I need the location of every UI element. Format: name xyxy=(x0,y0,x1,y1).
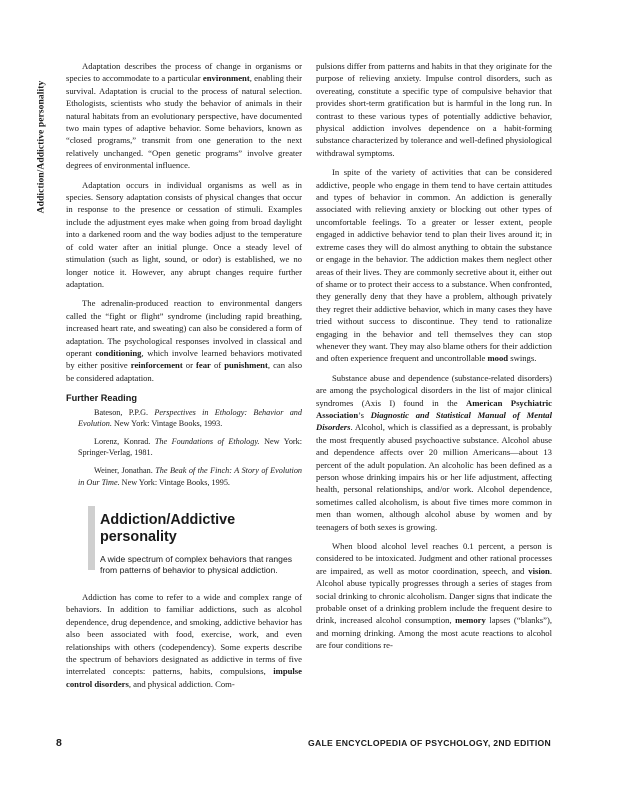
italic-title: The Beak of the Finch: A Story of Evolution in Our Time. xyxy=(78,466,303,487)
body-paragraph: pulsions differ from patterns and habits in that they originate for the purpose of relieving anxiety. Impulse control disorders, such as overeating, constitute a specific type of compulsive behavior that provides short-term gratification but is harmful in the long run. In contrast to these various types of potentially addictive behavior, physical addiction involves dependence on a habit-forming substance characterized by tolerance and well-defined physiological withdrawal symptoms. xyxy=(316,61,552,158)
bold-italic-title: Diagnostic and Statistical Manual of Mental Disorders xyxy=(316,409,552,433)
italic-title: The Foundations of Ethology. xyxy=(154,436,260,446)
bold-term: conditioning xyxy=(95,347,142,358)
entry-marker-bar xyxy=(88,506,95,570)
further-reading-heading: Further Reading xyxy=(66,393,137,404)
entry-title: Addiction/Addictive personality xyxy=(100,511,236,545)
sidebar-tab-label: Addiction/Addictive personality xyxy=(36,80,46,214)
body-paragraph: Substance abuse and dependence (substance-related disorders) are among the psychological disorders in the list of major clinical syndromes (Axis I) found in the American Psychiatric Association’s Diagnostic and Statistical Manual of Mental Disorders. Alcohol, which is classified as a depressant, is probably the most frequently abused psychoactive substance. Alcohol abuse and dependence affects over 20 million Americans—about 13 percent of the adult population. An alcoholic has been defined as a person whose drinking impairs his or her life adjustment, affecting health, personal relationships, and/or work. Alcohol dependence, sometimes called alcoholism, is about five times more common in men than women, although alcohol abuse by women and by teenagers of both sexes is growing. xyxy=(316,372,552,532)
bold-term: punishment xyxy=(224,360,268,371)
bold-term: reinforcement xyxy=(130,360,183,371)
page-footer xyxy=(56,737,551,751)
body-paragraph: When blood alcohol level reaches 0.1 percent, a person is considered to be intoxicated. Judgment and other rational processes are impaired, as well as motor coordination, speech, and vision. Alcohol abuse typically progresses through a series of stages from social drinking to chronic alcoholism. Danger signs that indicate the probable onset of a drinking problem include the frequent desire to drink, increased alcohol consumption, memory lapses (“blanks”), and morning drinking. Among the most acute reactions to alcohol are four conditions re- xyxy=(316,541,553,651)
bold-term: fear xyxy=(196,360,211,371)
italic-title: Perspectives in Ethology: Behavior and Evolution. xyxy=(78,407,302,428)
right-column xyxy=(316,60,552,652)
bold-term: vision xyxy=(528,565,550,576)
body-paragraph: In spite of the variety of activities that can be considered addictive, people who engage in them tend to have certain attitudes and types of behavior in common. An addiction is generally associated with relieving anxiety or blocking out other types of uncomfortable feelings. To a greater or lesser extent, people engaged in addictive behavior tend to plan their lives around it; in extreme cases they will do almost anything to obtain the substance or engage in the behavior. The addiction makes them neglect other areas of their lives. They are commonly secretive about it, either out of shame or to protect their access to a substance. When confronted, they generally deny that they have a problem, although privately they regret their addictive behavior, which in many cases they have tried without success to discontinue. They tend to rationalize engaging in the behavior and tell themselves they can stop whenever they want. They may also blame others for their addiction and often experience frequent and uncontrollable mood swings. xyxy=(316,167,552,364)
body-paragraph: Adaptation occurs in individual organisms as well as in species. Sensory adaptation consists of physical changes that occur in response to the presence or cessation of stimuli. Examples include the adjustment eyes make when going from broad daylight into a darkened room and the way bodies adjust to the temperature of cold water after an initial plunge. Once a steady level of stimulation (such as light, sound, or odor) is established, we no longer notice it. However, any abrupt changes require further adaptation. xyxy=(66,179,302,289)
body-paragraph: The adrenalin-produced reaction to environmental dangers called the “fight or flight” syndrome (including rapid breathing, increased heart rate, and sweating) can also be considered a form of adaptation. The psychological responses involved in classical and operant conditioning, which involve learned behaviors motivated by either positive reinforcement or fear of punishment, can also be considered adaptation. xyxy=(66,298,303,383)
body-paragraph: Adaptation describes the process of change in organisms or species to accommodate to a particular environment, enabling their survival. Adaptation is crucial to the process of natural selection. Ethologists, scientists who study the behavior of animals in their natural habitats from an evolutionary perspective, have documented two main types of adaptive behavior. Some behaviors, known as “closed programs,” transmit from one generation to the next relatively unchanged. “Open genetic programs” involve greater degrees of environmental influence. xyxy=(66,61,302,171)
reference-item: Lorenz, Konrad. The Foundations of Ethology. New York: Springer-Verlag, 1981. xyxy=(78,436,303,458)
bold-term: environment xyxy=(202,73,250,84)
sidebar-tab xyxy=(32,54,50,240)
running-title: GALE ENCYCLOPEDIA OF PSYCHOLOGY, 2ND EDITION xyxy=(307,738,551,748)
entry-header xyxy=(66,506,302,577)
entry-description: A wide spectrum of complex behaviors that ranges from patterns of behavior to physical addiction. xyxy=(100,553,293,576)
body-paragraph: Addiction has come to refer to a wide and complex range of behaviors. In addition to familiar addictions, such as alcohol dependence, drug dependence, and smoking, addictive behavior has also been associated with food, exercise, work, and even relationships with others (codependency). Some experts describe the spectrum of behaviors designated as addictive in terms of five interrelated concepts: patterns, habits, compulsions, impulse control disorders, and physical addiction. Com- xyxy=(66,591,302,689)
bold-term: American Psychiatric Association xyxy=(316,397,552,420)
page-number: 8 xyxy=(56,737,62,749)
bold-term: impulse control disorders xyxy=(66,666,302,689)
left-column xyxy=(66,60,302,690)
bold-term: mood xyxy=(487,353,509,364)
bold-term: memory xyxy=(455,615,486,626)
reference-item: Weiner, Jonathan. The Beak of the Finch: A Story of Evolution in Our Time. New York: Vintage Books, 1995. xyxy=(78,466,303,487)
reference-item: Bateson, P.P.G. Perspectives in Ethology: Behavior and Evolution. New York: Vintage Books, 1993. xyxy=(78,407,302,428)
